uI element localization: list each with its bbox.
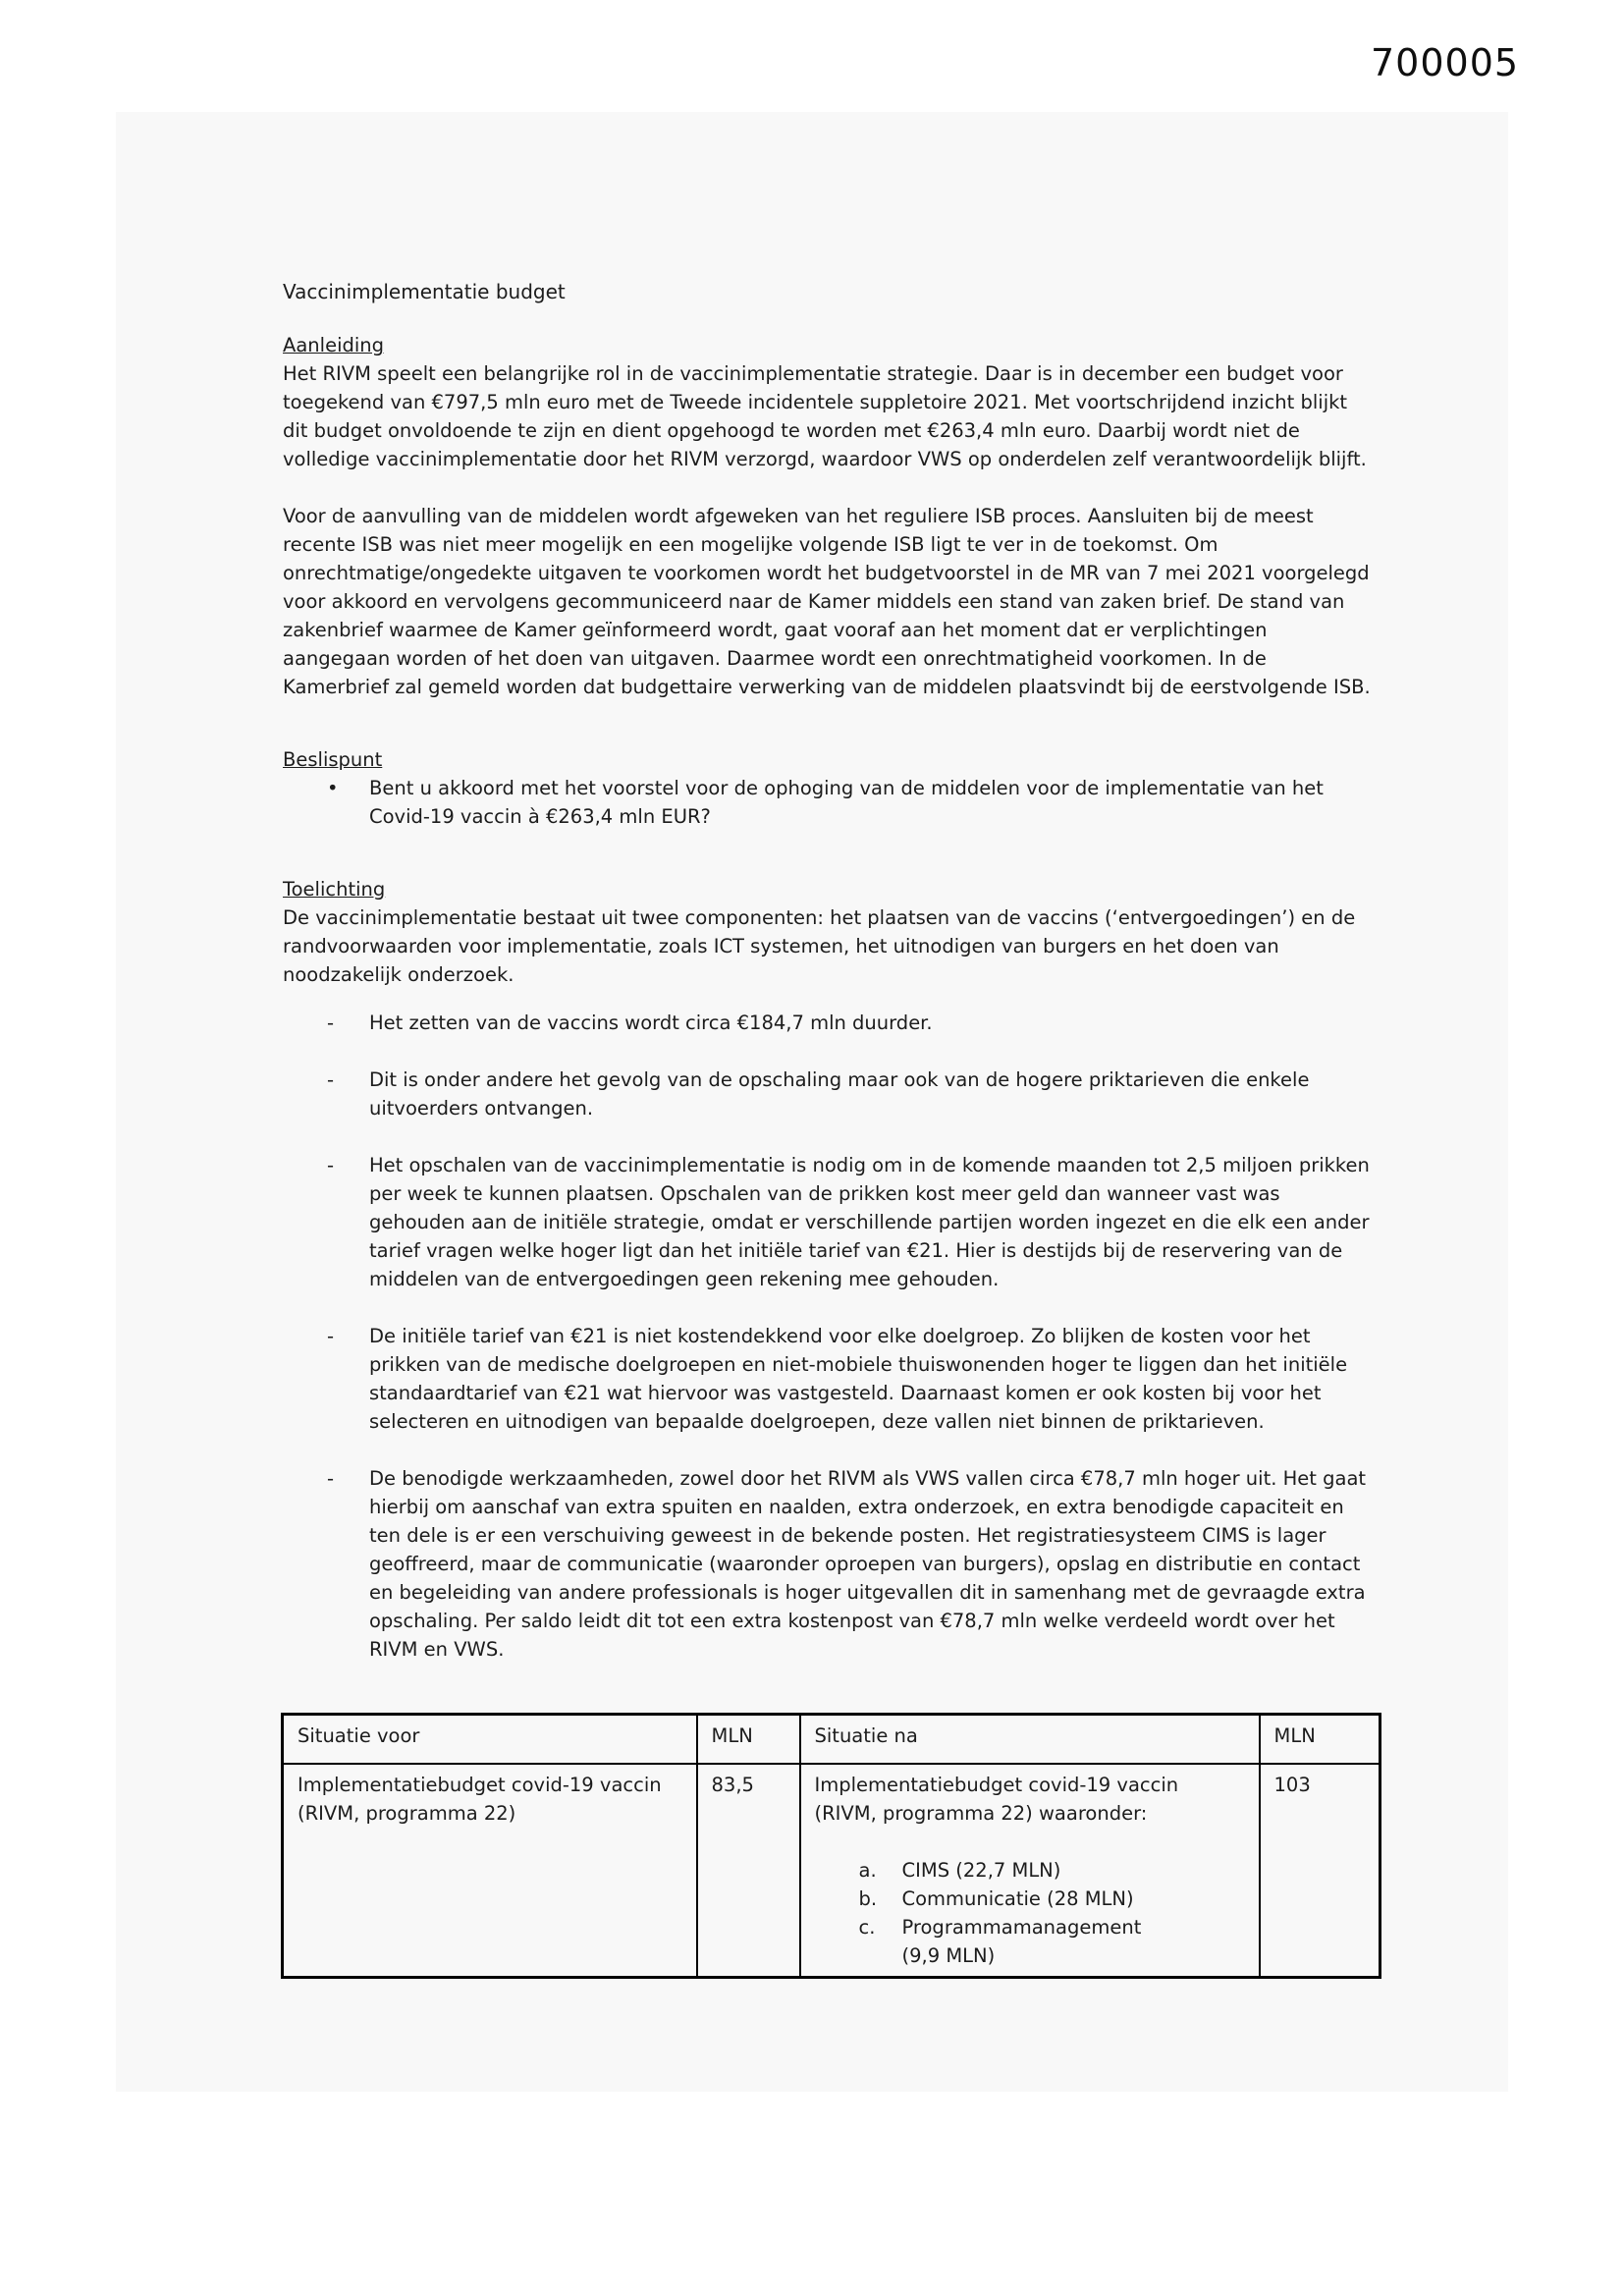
section-heading-toelichting: Toelichting (283, 878, 386, 901)
dash-list (283, 1009, 1371, 1664)
table-sub-item-a (815, 1856, 1247, 1885)
dash-marker: - (327, 1011, 335, 1034)
dash-item-1 (283, 1009, 1371, 1037)
table-header-situatie-voor: Situatie voor (283, 1715, 697, 1764)
table-sub-item-text-c: Programmamanagement (9,9 MLN) (901, 1915, 1142, 1967)
dash-text-5: De benodigde werkzaamheden, zowel door het RIVM als VWS vallen circa €78,7 mln hoger uit. Het gaat hierbij om aanschaf van extra spuiten en naalden, extra onderzoek, en extra benodigde capaciteit en ten dele is er een verschuiving geweest in de bekende posten. Het registratiesysteem CIMS is lager geoffreerd, maar de communicatie (waaronder oproepen van burgers), opslag en distributie en contact en begeleiding van andere professionals is hoger uitgevallen dit in samenhang met de gevraagde extra opschaling. Per saldo leidt dit tot een extra kostenpost van €78,7 mln welke verdeeld wordt over het RIVM en VWS. (369, 1467, 1367, 1661)
table-header-mln-na: MLN (1260, 1715, 1380, 1764)
bullet-marker: • (327, 777, 339, 799)
table-sub-item-c (815, 1913, 1247, 1970)
table-cell-situatie-voor: Implementatiebudget covid-19 vaccin (RIVM, programma 22) (283, 1764, 697, 1978)
table-header-situatie-na: Situatie na (800, 1715, 1260, 1764)
table-row (283, 1764, 1380, 1978)
section-heading-aanleiding: Aanleiding (283, 334, 385, 356)
dash-marker: - (327, 1068, 335, 1091)
dash-marker: - (327, 1325, 335, 1347)
dash-item-3 (283, 1151, 1371, 1293)
table-sub-item-marker-b: b. (858, 1886, 878, 1910)
table-sub-list (815, 1856, 1247, 1970)
section-heading-beslispunt: Beslispunt (283, 748, 383, 771)
dash-marker: - (327, 1467, 335, 1490)
table-sub-item-marker-c: c. (858, 1915, 876, 1939)
table-cell-situatie-na (800, 1764, 1260, 1978)
table-cell-situatie-na-intro: Implementatiebudget covid-19 vaccin (RIVM, programma 22) waaronder: (814, 1773, 1179, 1825)
paragraph-aanleiding-1: Het RIVM speelt een belangrijke rol in de vaccinimplementatie strategie. Daar is in december een budget voor toegekend van €797,5 mln euro met de Tweede incidentele suppletoire 2021. Met voortschrijdend inzicht blijkt dit budget onvoldoende te zijn en dient opgehoogd te worden met €263,4 mln euro. Daarbij wordt niet de volledige vaccinimplementatie door het RIVM verzorgd, waardoor VWS op onderdelen zelf verantwoordelijk blijft. (283, 362, 1367, 470)
table-sub-item-text-b: Communicatie (28 MLN) (901, 1886, 1134, 1910)
table-header-mln-voor: MLN (697, 1715, 800, 1764)
document-content (283, 278, 1371, 1979)
section-toelichting (283, 875, 1371, 1664)
section-aanleiding (283, 331, 1371, 701)
dash-text-2: Dit is onder andere het gevolg van de opschaling maar ook van de hogere priktarieven die enkele uitvoerders ontvangen. (369, 1068, 1310, 1120)
budget-table (281, 1713, 1381, 1979)
paragraph-toelichting-1: De vaccinimplementatie bestaat uit twee componenten: het plaatsen van de vaccins (‘entvergoedingen’) en de randvoorwaarden voor implementatie, zoals ICT systemen, het uitnodigen van burgers en het doen van noodzakelijk onderzoek. (283, 906, 1356, 986)
dash-text-4: De initiële tarief van €21 is niet kostendekkend voor elke doelgroep. Zo blijken de kosten voor het prikken van de medische doelgroepen en niet-mobiele thuiswonenden hoger te liggen dan het initiële standaardtarief van €21 wat hiervoor was vastgesteld. Daarnaast komen er ook kosten bij voor het selecteren en uitnodigen van bepaalde doelgroepen, deze vallen niet binnen de priktarieven. (369, 1325, 1348, 1433)
dash-item-2 (283, 1066, 1371, 1122)
table-cell-mln-voor: 83,5 (697, 1764, 800, 1978)
dash-item-4 (283, 1322, 1371, 1436)
dash-marker: - (327, 1154, 335, 1176)
table-sub-item-marker-a: a. (858, 1858, 877, 1882)
bullet-text: Bent u akkoord met het voorstel voor de ophoging van de middelen voor de implementatie van het Covid-19 vaccin à €263,4 mln EUR? (369, 777, 1324, 828)
document-title: Vaccinimplementatie budget (283, 280, 566, 303)
page-number: 700005 (1371, 41, 1520, 84)
table-header-row (283, 1715, 1380, 1764)
table-cell-mln-na: 103 (1260, 1764, 1380, 1978)
dash-text-1: Het zetten van de vaccins wordt circa €184,7 mln duurder. (369, 1011, 933, 1034)
section-beslispunt (283, 745, 1371, 831)
dash-item-5 (283, 1464, 1371, 1664)
paragraph-aanleiding-2: Voor de aanvulling van de middelen wordt afgeweken van het reguliere ISB proces. Aansluiten bij de meest recente ISB was niet meer mogelijk en een mogelijke volgende ISB ligt te ver in de toekomst. Om onrechtmatige/ongedekte uitgaven te voorkomen wordt het budgetvoorstel in de MR van 7 mei 2021 voorgelegd voor akkoord en vervolgens gecommuniceerd naar de Kamer middels een stand van zaken brief. De stand van zakenbrief waarmee de Kamer geïnformeerd wordt, gaat vooraf aan het moment dat er verplichtingen aangegaan worden of het doen van uitgaven. Daarmee wordt een onrechtmatigheid voorkomen. In de Kamerbrief zal gemeld worden dat budgettaire verwerking van de middelen plaatsvindt bij de eerstvolgende ISB. (283, 505, 1371, 698)
table-sub-item-text-a: CIMS (22,7 MLN) (901, 1858, 1061, 1882)
dash-text-3: Het opschalen van de vaccinimplementatie is nodig om in de komende maanden tot 2,5 miljoen prikken per week te kunnen plaatsen. Opschalen van de prikken kost meer geld dan wanneer vast was gehouden aan de initiële strategie, omdat er verschillende partijen worden ingezet en die elk een ander tarief vragen welke hoger ligt dan het initiële tarief van €21. Hier is destijds bij de reservering van de middelen van de entvergoedingen geen rekening mee gehouden. (369, 1154, 1370, 1290)
table-sub-item-b (815, 1885, 1247, 1913)
bullet-item-beslispunt (283, 774, 1371, 831)
